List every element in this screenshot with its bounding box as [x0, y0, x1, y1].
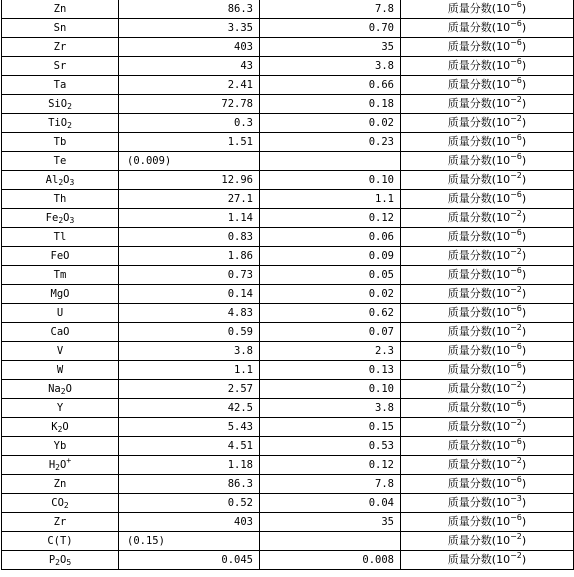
- component-subscript: 2: [58, 178, 64, 187]
- value-cell: 1.86: [119, 247, 260, 266]
- component-name: Y: [56, 402, 64, 414]
- unit-cell: [401, 247, 574, 266]
- component-cell: [2, 171, 119, 190]
- deviation-cell: 0.53: [260, 437, 401, 456]
- unit-exponent: −6: [510, 152, 522, 161]
- component-cell: [2, 114, 119, 133]
- unit-close: ): [521, 192, 527, 205]
- unit-exponent: −2: [510, 209, 522, 218]
- value-cell: 0.14: [119, 285, 260, 304]
- deviation-cell: 35: [260, 38, 401, 57]
- value-cell: 2.57: [119, 380, 260, 399]
- deviation-cell: 0.70: [260, 19, 401, 38]
- deviation-cell: 0.66: [260, 76, 401, 95]
- unit-exponent: −6: [510, 342, 522, 351]
- unit-close: ): [521, 116, 527, 129]
- component-cell: [2, 133, 119, 152]
- deviation-cell: 0.06: [260, 228, 401, 247]
- table-row: [2, 266, 574, 285]
- value-cell: 2.41: [119, 76, 260, 95]
- table-row: [2, 380, 574, 399]
- deviation-cell: 0.008: [260, 551, 401, 570]
- unit-label: 质量分数(10: [447, 154, 511, 167]
- unit-close: ): [521, 249, 527, 262]
- component-name: Ta: [53, 79, 67, 91]
- unit-cell: [401, 190, 574, 209]
- unit-label: 质量分数(10: [447, 382, 511, 395]
- value-cell: 0.73: [119, 266, 260, 285]
- value-cell: 4.51: [119, 437, 260, 456]
- value-cell: 86.3: [119, 475, 260, 494]
- table-row: [2, 399, 574, 418]
- value-cell: 0.83: [119, 228, 260, 247]
- component-subscript: 2: [63, 501, 69, 510]
- unit-close: ): [521, 344, 527, 357]
- value-cell: 4.83: [119, 304, 260, 323]
- component-name: Tm: [53, 269, 67, 281]
- unit-cell: [401, 133, 574, 152]
- unit-close: ): [521, 458, 527, 471]
- unit-cell: [401, 76, 574, 95]
- table-row: [2, 228, 574, 247]
- unit-exponent: −2: [510, 285, 522, 294]
- unit-close: ): [521, 382, 527, 395]
- unit-label: 质量分数(10: [447, 515, 511, 528]
- unit-exponent: −6: [510, 228, 522, 237]
- value-cell: 403: [119, 513, 260, 532]
- component-name: Zn: [53, 478, 67, 490]
- unit-label: 质量分数(10: [447, 230, 511, 243]
- component-name: SiO: [48, 98, 68, 110]
- component-name: P: [48, 554, 56, 566]
- unit-close: ): [521, 439, 527, 452]
- component-cell: [2, 323, 119, 342]
- component-cell: [2, 38, 119, 57]
- component-name: Th: [53, 193, 67, 205]
- unit-close: ): [521, 2, 527, 15]
- value-cell: 12.96: [119, 171, 260, 190]
- deviation-cell: 0.62: [260, 304, 401, 323]
- component-name: Tb: [53, 136, 67, 148]
- unit-cell: [401, 285, 574, 304]
- component-cell: [2, 285, 119, 304]
- unit-exponent: −3: [510, 494, 522, 503]
- unit-cell: [401, 266, 574, 285]
- unit-label: 质量分数(10: [447, 97, 511, 110]
- unit-exponent: −6: [510, 19, 522, 28]
- unit-exponent: −6: [510, 475, 522, 484]
- table-row: [2, 494, 574, 513]
- component-name: Al: [45, 174, 59, 186]
- deviation-cell: 0.10: [260, 171, 401, 190]
- table-row: [2, 171, 574, 190]
- component-cell: [2, 0, 119, 19]
- component-subscript: 2: [60, 387, 66, 396]
- component-cell: [2, 456, 119, 475]
- table-body: [2, 0, 574, 570]
- unit-label: 质量分数(10: [447, 116, 511, 129]
- unit-close: ): [521, 420, 527, 433]
- component-cell: [2, 342, 119, 361]
- component-cell: [2, 152, 119, 171]
- unit-label: 质量分数(10: [447, 553, 511, 566]
- table-row: [2, 190, 574, 209]
- deviation-cell: 3.8: [260, 399, 401, 418]
- unit-close: ): [521, 21, 527, 34]
- value-cell: 72.78: [119, 95, 260, 114]
- unit-cell: [401, 437, 574, 456]
- deviation-cell: 0.02: [260, 285, 401, 304]
- unit-label: 质量分数(10: [447, 344, 511, 357]
- value-cell: 42.5: [119, 399, 260, 418]
- unit-label: 质量分数(10: [447, 325, 511, 338]
- value-cell: 0.59: [119, 323, 260, 342]
- component-cell: [2, 304, 119, 323]
- component-name: Zr: [53, 516, 67, 528]
- value-cell: 43: [119, 57, 260, 76]
- unit-close: ): [521, 135, 527, 148]
- unit-close: ): [521, 325, 527, 338]
- unit-label: 质量分数(10: [447, 211, 511, 224]
- table-row: [2, 532, 574, 551]
- unit-close: ): [521, 515, 527, 528]
- component-name: Sn: [53, 22, 67, 34]
- component-name: Te: [53, 155, 67, 167]
- table-row: [2, 418, 574, 437]
- deviation-cell: 0.18: [260, 95, 401, 114]
- deviation-cell: 3.8: [260, 57, 401, 76]
- unit-exponent: −2: [510, 380, 522, 389]
- component-name: H: [48, 459, 56, 471]
- unit-close: ): [521, 40, 527, 53]
- component-subscript: 2: [55, 463, 60, 472]
- component-cell: [2, 209, 119, 228]
- unit-cell: [401, 228, 574, 247]
- unit-cell: [401, 114, 574, 133]
- unit-label: 质量分数(10: [447, 173, 511, 186]
- table-row: [2, 0, 574, 19]
- unit-close: ): [521, 287, 527, 300]
- value-cell: 1.51: [119, 133, 260, 152]
- unit-cell: [401, 513, 574, 532]
- deviation-cell: 0.05: [260, 266, 401, 285]
- table-row: [2, 247, 574, 266]
- unit-label: 质量分数(10: [447, 40, 511, 53]
- unit-label: 质量分数(10: [447, 78, 511, 91]
- unit-cell: [401, 532, 574, 551]
- unit-close: ): [521, 268, 527, 281]
- unit-exponent: −2: [510, 171, 522, 180]
- unit-cell: [401, 323, 574, 342]
- unit-exponent: −2: [510, 95, 522, 104]
- unit-cell: [401, 342, 574, 361]
- component-name: MgO: [50, 288, 70, 300]
- value-cell: 27.1: [119, 190, 260, 209]
- component-name-tail: O: [60, 554, 67, 566]
- deviation-cell: 7.8: [260, 0, 401, 19]
- component-subscript: 2: [67, 121, 72, 130]
- deviation-cell: 0.09: [260, 247, 401, 266]
- value-cell: (0.15): [119, 532, 260, 551]
- value-cell: 0.3: [119, 114, 260, 133]
- unit-exponent: −2: [510, 247, 522, 256]
- unit-close: ): [521, 534, 527, 547]
- unit-cell: [401, 494, 574, 513]
- unit-label: 质量分数(10: [447, 192, 511, 205]
- unit-label: 质量分数(10: [447, 477, 511, 490]
- value-cell: (0.009): [119, 152, 260, 171]
- component-cell: [2, 266, 119, 285]
- unit-close: ): [521, 173, 527, 186]
- unit-close: ): [521, 306, 527, 319]
- value-cell: 86.3: [119, 0, 260, 19]
- value-cell: 1.1: [119, 361, 260, 380]
- table-row: [2, 342, 574, 361]
- unit-label: 质量分数(10: [447, 268, 511, 281]
- unit-close: ): [521, 401, 527, 414]
- component-cell: [2, 228, 119, 247]
- unit-cell: [401, 209, 574, 228]
- component-cell: [2, 95, 119, 114]
- table-row: [2, 19, 574, 38]
- component-subscript: 2: [58, 216, 64, 225]
- component-name: K: [51, 421, 58, 433]
- component-cell: [2, 494, 119, 513]
- component-subscript-2: 3: [69, 178, 75, 187]
- component-name: Fe: [45, 212, 59, 224]
- unit-cell: [401, 380, 574, 399]
- unit-close: ): [521, 553, 527, 566]
- unit-close: ): [521, 59, 527, 72]
- value-cell: 0.045: [119, 551, 260, 570]
- unit-label: 质量分数(10: [447, 496, 511, 509]
- component-cell: [2, 513, 119, 532]
- component-name-tail: O: [63, 212, 70, 224]
- component-name: CaO: [50, 326, 70, 338]
- unit-close: ): [521, 496, 527, 509]
- component-name: FeO: [50, 250, 70, 262]
- unit-label: 质量分数(10: [447, 420, 511, 433]
- component-cell: [2, 190, 119, 209]
- unit-exponent: −6: [510, 190, 522, 199]
- unit-label: 质量分数(10: [447, 135, 511, 148]
- unit-exponent: −6: [510, 133, 522, 142]
- unit-cell: [401, 475, 574, 494]
- unit-close: ): [521, 211, 527, 224]
- component-cell: [2, 380, 119, 399]
- unit-exponent: −6: [510, 437, 522, 446]
- unit-label: 质量分数(10: [447, 306, 511, 319]
- component-name-tail: O: [65, 383, 72, 395]
- deviation-cell: 1.1: [260, 190, 401, 209]
- value-cell: 0.52: [119, 494, 260, 513]
- deviation-cell: [260, 152, 401, 171]
- unit-cell: [401, 57, 574, 76]
- unit-cell: [401, 0, 574, 19]
- table-row: [2, 133, 574, 152]
- deviation-cell: 0.12: [260, 209, 401, 228]
- unit-label: 质量分数(10: [447, 249, 511, 262]
- unit-cell: [401, 399, 574, 418]
- component-cell: [2, 532, 119, 551]
- unit-exponent: −6: [510, 76, 522, 85]
- component-subscript: 2: [67, 102, 72, 111]
- unit-cell: [401, 95, 574, 114]
- unit-label: 质量分数(10: [447, 2, 511, 15]
- deviation-cell: 0.15: [260, 418, 401, 437]
- table-row: [2, 361, 574, 380]
- deviation-cell: 2.3: [260, 342, 401, 361]
- component-cell: [2, 418, 119, 437]
- component-name: W: [56, 364, 64, 376]
- unit-cell: [401, 551, 574, 570]
- deviation-cell: 35: [260, 513, 401, 532]
- component-cell: [2, 361, 119, 380]
- component-subscript: 2: [57, 425, 63, 434]
- table-row: [2, 456, 574, 475]
- value-cell: 1.18: [119, 456, 260, 475]
- deviation-cell: 0.07: [260, 323, 401, 342]
- value-cell: 5.43: [119, 418, 260, 437]
- unit-close: ): [521, 97, 527, 110]
- component-name: C(T): [47, 535, 73, 547]
- unit-label: 质量分数(10: [447, 401, 511, 414]
- table-row: [2, 114, 574, 133]
- component-subscript-2: 5: [66, 558, 72, 567]
- component-name: Tl: [53, 231, 67, 243]
- table-row: [2, 437, 574, 456]
- deviation-cell: 0.04: [260, 494, 401, 513]
- unit-exponent: −6: [510, 57, 522, 66]
- unit-exponent: −6: [510, 266, 522, 275]
- value-cell: 1.14: [119, 209, 260, 228]
- unit-exponent: −2: [510, 418, 522, 427]
- unit-exponent: −2: [510, 551, 522, 560]
- unit-label: 质量分数(10: [447, 534, 511, 547]
- unit-exponent: −6: [510, 399, 522, 408]
- component-cell: [2, 475, 119, 494]
- unit-exponent: −2: [510, 532, 522, 541]
- component-name: Zr: [53, 41, 67, 53]
- component-name: Sr: [53, 60, 67, 72]
- value-cell: 403: [119, 38, 260, 57]
- component-superscript: +: [66, 456, 72, 465]
- unit-label: 质量分数(10: [447, 363, 511, 376]
- unit-cell: [401, 456, 574, 475]
- component-cell: [2, 399, 119, 418]
- unit-exponent: −2: [510, 456, 522, 465]
- table-row: [2, 475, 574, 494]
- deviation-cell: 0.23: [260, 133, 401, 152]
- unit-close: ): [521, 230, 527, 243]
- unit-label: 质量分数(10: [447, 59, 511, 72]
- unit-close: ): [521, 154, 527, 167]
- unit-exponent: −6: [510, 513, 522, 522]
- table-row: [2, 323, 574, 342]
- deviation-cell: [260, 532, 401, 551]
- component-name: Na: [48, 383, 61, 395]
- component-cell: [2, 57, 119, 76]
- unit-label: 质量分数(10: [447, 21, 511, 34]
- deviation-cell: 0.02: [260, 114, 401, 133]
- unit-exponent: −2: [510, 114, 522, 123]
- component-cell: [2, 76, 119, 95]
- component-subscript-2: 3: [69, 216, 75, 225]
- component-name: TiO: [48, 117, 68, 129]
- value-cell: 3.35: [119, 19, 260, 38]
- component-name: CO: [51, 497, 64, 509]
- table-row: [2, 38, 574, 57]
- table-row: [2, 95, 574, 114]
- unit-cell: [401, 19, 574, 38]
- component-name-tail: O: [63, 174, 70, 186]
- unit-close: ): [521, 477, 527, 490]
- unit-cell: [401, 152, 574, 171]
- table-row: [2, 513, 574, 532]
- deviation-cell: 0.10: [260, 380, 401, 399]
- component-cell: [2, 437, 119, 456]
- component-name: Yb: [53, 440, 67, 452]
- unit-exponent: −6: [510, 304, 522, 313]
- component-cell: [2, 247, 119, 266]
- unit-exponent: −6: [510, 38, 522, 47]
- component-name-tail: O: [60, 459, 67, 471]
- table-row: [2, 152, 574, 171]
- deviation-cell: 0.12: [260, 456, 401, 475]
- table-row: [2, 57, 574, 76]
- unit-exponent: −6: [510, 0, 522, 9]
- unit-close: ): [521, 78, 527, 91]
- component-cell: [2, 551, 119, 570]
- unit-close: ): [521, 363, 527, 376]
- unit-cell: [401, 418, 574, 437]
- geochem-table: [1, 0, 574, 570]
- component-name: U: [56, 307, 64, 319]
- deviation-cell: 0.13: [260, 361, 401, 380]
- table-row: [2, 285, 574, 304]
- component-cell: [2, 19, 119, 38]
- table-row: [2, 551, 574, 570]
- value-cell: 3.8: [119, 342, 260, 361]
- component-name: V: [56, 345, 64, 357]
- unit-exponent: −6: [510, 361, 522, 370]
- unit-label: 质量分数(10: [447, 458, 511, 471]
- table-row: [2, 76, 574, 95]
- table-row: [2, 209, 574, 228]
- unit-cell: [401, 38, 574, 57]
- unit-cell: [401, 304, 574, 323]
- unit-label: 质量分数(10: [447, 439, 511, 452]
- component-subscript: 2: [55, 558, 60, 567]
- unit-exponent: −2: [510, 323, 522, 332]
- component-name: Zn: [53, 3, 67, 15]
- unit-label: 质量分数(10: [447, 287, 511, 300]
- component-name-tail: O: [62, 421, 69, 433]
- deviation-cell: 7.8: [260, 475, 401, 494]
- unit-cell: [401, 171, 574, 190]
- unit-cell: [401, 361, 574, 380]
- table-row: [2, 304, 574, 323]
